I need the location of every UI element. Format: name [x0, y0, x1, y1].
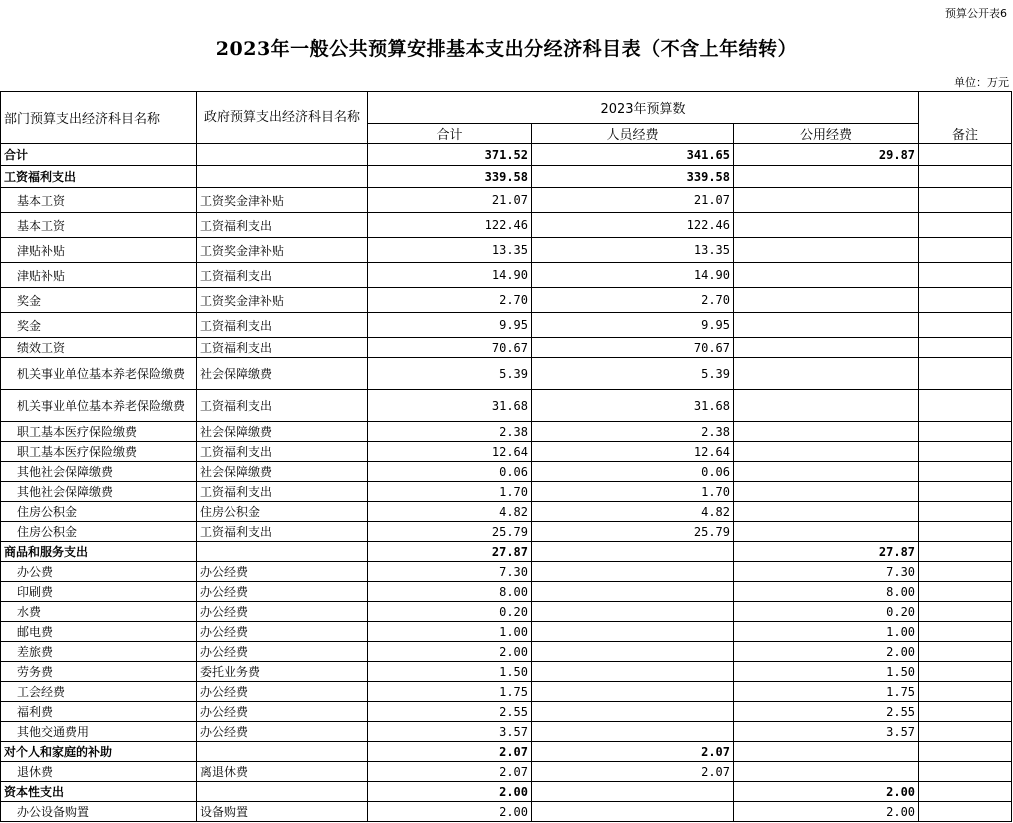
cell-personnel: 25.79 — [532, 522, 734, 542]
table-row — [1, 263, 1012, 288]
cell-total: 70.67 — [368, 338, 532, 358]
cell-public — [734, 742, 919, 762]
cell-gov-item: 工资福利支出 — [197, 442, 368, 462]
cell-personnel: 0.06 — [532, 462, 734, 482]
cell-total: 7.30 — [368, 562, 532, 582]
cell-public: 29.87 — [734, 144, 919, 166]
table-row — [1, 313, 1012, 338]
cell-total: 14.90 — [368, 263, 532, 288]
cell-personnel: 341.65 — [532, 144, 734, 166]
cell-remark — [919, 313, 1012, 338]
cell-dept-item: 水费 — [1, 602, 197, 622]
cell-dept-item: 劳务费 — [1, 662, 197, 682]
cell-total: 25.79 — [368, 522, 532, 542]
cell-gov-item: 工资福利支出 — [197, 263, 368, 288]
cell-personnel — [532, 642, 734, 662]
cell-dept-item: 职工基本医疗保险缴费 — [1, 422, 197, 442]
cell-gov-item — [197, 742, 368, 762]
cell-total: 2.00 — [368, 642, 532, 662]
cell-total: 12.64 — [368, 442, 532, 462]
cell-total: 371.52 — [368, 144, 532, 166]
cell-gov-item: 工资福利支出 — [197, 313, 368, 338]
cell-public — [734, 502, 919, 522]
cell-dept-item: 津贴补贴 — [1, 238, 197, 263]
cell-personnel: 21.07 — [532, 188, 734, 213]
cell-total: 5.39 — [368, 358, 532, 390]
table-row — [1, 338, 1012, 358]
table-row — [1, 762, 1012, 782]
cell-dept-item: 住房公积金 — [1, 502, 197, 522]
cell-personnel — [532, 722, 734, 742]
cell-public — [734, 358, 919, 390]
table-row — [1, 213, 1012, 238]
cell-personnel: 31.68 — [532, 390, 734, 422]
header-dept-item: 部门预算支出经济科目名称 — [1, 92, 197, 144]
cell-public — [734, 166, 919, 188]
table-row — [1, 722, 1012, 742]
cell-remark — [919, 263, 1012, 288]
table-row — [1, 288, 1012, 313]
cell-dept-item: 工会经费 — [1, 682, 197, 702]
cell-gov-item: 办公经费 — [197, 582, 368, 602]
cell-personnel — [532, 802, 734, 822]
cell-personnel — [532, 662, 734, 682]
table-row — [1, 502, 1012, 522]
table-row — [1, 482, 1012, 502]
table-row — [1, 702, 1012, 722]
cell-total: 13.35 — [368, 238, 532, 263]
cell-remark — [919, 422, 1012, 442]
cell-personnel: 2.07 — [532, 742, 734, 762]
cell-remark — [919, 502, 1012, 522]
cell-gov-item: 办公经费 — [197, 642, 368, 662]
cell-remark — [919, 338, 1012, 358]
cell-dept-item: 奖金 — [1, 288, 197, 313]
budget-table — [0, 91, 1012, 822]
cell-personnel: 9.95 — [532, 313, 734, 338]
cell-dept-item: 差旅费 — [1, 642, 197, 662]
cell-personnel — [532, 702, 734, 722]
cell-public — [734, 422, 919, 442]
cell-personnel: 339.58 — [532, 166, 734, 188]
cell-dept-item: 职工基本医疗保险缴费 — [1, 442, 197, 462]
cell-personnel: 2.07 — [532, 762, 734, 782]
table-row — [1, 582, 1012, 602]
cell-total: 2.07 — [368, 742, 532, 762]
cell-total: 8.00 — [368, 582, 532, 602]
cell-remark — [919, 542, 1012, 562]
cell-total: 2.00 — [368, 802, 532, 822]
cell-dept-item: 机关事业单位基本养老保险缴费 — [1, 358, 197, 390]
cell-public — [734, 442, 919, 462]
cell-public: 2.55 — [734, 702, 919, 722]
table-row — [1, 562, 1012, 582]
cell-dept-item: 机关事业单位基本养老保险缴费 — [1, 390, 197, 422]
cell-gov-item: 办公经费 — [197, 562, 368, 582]
cell-dept-item: 办公设备购置 — [1, 802, 197, 822]
cell-gov-item: 办公经费 — [197, 622, 368, 642]
category-row — [1, 782, 1012, 802]
table-row — [1, 682, 1012, 702]
cell-remark — [919, 188, 1012, 213]
table-row — [1, 642, 1012, 662]
cell-gov-item: 社会保障缴费 — [197, 462, 368, 482]
cell-public — [734, 390, 919, 422]
cell-total: 21.07 — [368, 188, 532, 213]
cell-personnel: 14.90 — [532, 263, 734, 288]
cell-remark — [919, 742, 1012, 762]
table-number-label: 预算公开表6 — [945, 7, 1007, 20]
cell-personnel: 1.70 — [532, 482, 734, 502]
cell-public — [734, 522, 919, 542]
table-row — [1, 188, 1012, 213]
table-row — [1, 390, 1012, 422]
cell-gov-item: 工资奖金津补贴 — [197, 188, 368, 213]
cell-gov-item: 工资福利支出 — [197, 482, 368, 502]
cell-total: 0.06 — [368, 462, 532, 482]
cell-public — [734, 462, 919, 482]
category-row — [1, 542, 1012, 562]
cell-public — [734, 288, 919, 313]
cell-personnel: 2.38 — [532, 422, 734, 442]
cell-personnel — [532, 782, 734, 802]
cell-remark — [919, 562, 1012, 582]
cell-remark — [919, 358, 1012, 390]
cell-personnel — [532, 562, 734, 582]
cell-public: 1.50 — [734, 662, 919, 682]
cell-public — [734, 482, 919, 502]
cell-gov-item: 办公经费 — [197, 602, 368, 622]
table-row — [1, 662, 1012, 682]
cell-total: 2.70 — [368, 288, 532, 313]
cell-dept-item: 商品和服务支出 — [1, 542, 197, 562]
cell-public: 1.75 — [734, 682, 919, 702]
cell-dept-item: 基本工资 — [1, 188, 197, 213]
cell-remark — [919, 782, 1012, 802]
cell-dept-item: 住房公积金 — [1, 522, 197, 542]
table-row — [1, 622, 1012, 642]
cell-dept-item: 绩效工资 — [1, 338, 197, 358]
cell-total: 339.58 — [368, 166, 532, 188]
cell-remark — [919, 288, 1012, 313]
cell-gov-item: 社会保障缴费 — [197, 358, 368, 390]
cell-remark — [919, 642, 1012, 662]
cell-total: 2.00 — [368, 782, 532, 802]
cell-public — [734, 213, 919, 238]
cell-personnel: 70.67 — [532, 338, 734, 358]
cell-dept-item: 对个人和家庭的补助 — [1, 742, 197, 762]
cell-dept-item: 工资福利支出 — [1, 166, 197, 188]
cell-public: 7.30 — [734, 562, 919, 582]
table-row — [1, 238, 1012, 263]
cell-public — [734, 188, 919, 213]
cell-dept-item: 邮电费 — [1, 622, 197, 642]
cell-gov-item — [197, 144, 368, 166]
cell-personnel — [532, 682, 734, 702]
cell-personnel: 5.39 — [532, 358, 734, 390]
cell-dept-item: 其他社会保障缴费 — [1, 462, 197, 482]
cell-total: 31.68 — [368, 390, 532, 422]
cell-gov-item: 工资福利支出 — [197, 338, 368, 358]
cell-dept-item: 退休费 — [1, 762, 197, 782]
cell-dept-item: 其他社会保障缴费 — [1, 482, 197, 502]
cell-public — [734, 263, 919, 288]
cell-dept-item: 奖金 — [1, 313, 197, 338]
category-row — [1, 144, 1012, 166]
cell-gov-item: 办公经费 — [197, 682, 368, 702]
cell-total: 122.46 — [368, 213, 532, 238]
table-row — [1, 358, 1012, 390]
table-row — [1, 462, 1012, 482]
header-gov-item: 政府预算支出经济科目名称 — [197, 92, 368, 144]
cell-gov-item: 工资福利支出 — [197, 522, 368, 542]
table-body — [1, 144, 1012, 822]
category-row — [1, 166, 1012, 188]
cell-remark — [919, 482, 1012, 502]
cell-personnel: 122.46 — [532, 213, 734, 238]
cell-personnel — [532, 622, 734, 642]
unit-label: 单位：万元 — [954, 76, 1009, 89]
cell-remark — [919, 144, 1012, 166]
cell-personnel — [532, 542, 734, 562]
table-row — [1, 442, 1012, 462]
header-personnel: 人员经费 — [532, 124, 734, 144]
cell-public — [734, 313, 919, 338]
table-row — [1, 802, 1012, 822]
cell-personnel: 13.35 — [532, 238, 734, 263]
cell-gov-item: 办公经费 — [197, 722, 368, 742]
cell-total: 2.07 — [368, 762, 532, 782]
cell-remark — [919, 442, 1012, 462]
cell-public: 2.00 — [734, 802, 919, 822]
cell-gov-item: 委托业务费 — [197, 662, 368, 682]
cell-personnel: 2.70 — [532, 288, 734, 313]
cell-total: 1.75 — [368, 682, 532, 702]
cell-public: 27.87 — [734, 542, 919, 562]
cell-public — [734, 238, 919, 263]
cell-total: 27.87 — [368, 542, 532, 562]
category-row — [1, 742, 1012, 762]
header-total: 合计 — [368, 124, 532, 144]
cell-dept-item: 印刷费 — [1, 582, 197, 602]
cell-total: 4.82 — [368, 502, 532, 522]
cell-personnel — [532, 602, 734, 622]
cell-public: 0.20 — [734, 602, 919, 622]
cell-dept-item: 办公费 — [1, 562, 197, 582]
cell-gov-item: 工资福利支出 — [197, 213, 368, 238]
cell-remark — [919, 390, 1012, 422]
cell-public — [734, 338, 919, 358]
cell-public — [734, 762, 919, 782]
cell-total: 1.50 — [368, 662, 532, 682]
cell-remark — [919, 238, 1012, 263]
page-title: 2023年一般公共预算安排基本支出分经济科目表（不含上年结转） — [215, 38, 798, 60]
cell-gov-item: 工资奖金津补贴 — [197, 238, 368, 263]
cell-remark — [919, 602, 1012, 622]
cell-dept-item: 福利费 — [1, 702, 197, 722]
cell-total: 9.95 — [368, 313, 532, 338]
cell-dept-item: 资本性支出 — [1, 782, 197, 802]
header-public: 公用经费 — [734, 124, 919, 144]
cell-remark — [919, 682, 1012, 702]
cell-gov-item: 离退休费 — [197, 762, 368, 782]
cell-gov-item: 工资奖金津补贴 — [197, 288, 368, 313]
table-row — [1, 602, 1012, 622]
cell-remark — [919, 722, 1012, 742]
cell-remark — [919, 802, 1012, 822]
cell-personnel — [532, 582, 734, 602]
cell-dept-item: 津贴补贴 — [1, 263, 197, 288]
cell-gov-item: 社会保障缴费 — [197, 422, 368, 442]
cell-gov-item — [197, 166, 368, 188]
cell-remark — [919, 662, 1012, 682]
cell-public: 3.57 — [734, 722, 919, 742]
cell-personnel: 12.64 — [532, 442, 734, 462]
cell-remark — [919, 166, 1012, 188]
cell-remark — [919, 582, 1012, 602]
cell-personnel: 4.82 — [532, 502, 734, 522]
cell-total: 2.55 — [368, 702, 532, 722]
cell-remark — [919, 522, 1012, 542]
header-remark: 备注 — [919, 124, 1012, 144]
cell-total: 3.57 — [368, 722, 532, 742]
cell-gov-item — [197, 542, 368, 562]
cell-remark — [919, 462, 1012, 482]
header-budget-group: 2023年预算数 — [368, 92, 919, 124]
cell-public: 8.00 — [734, 582, 919, 602]
cell-remark — [919, 213, 1012, 238]
cell-remark — [919, 622, 1012, 642]
cell-total: 1.00 — [368, 622, 532, 642]
cell-public: 2.00 — [734, 642, 919, 662]
cell-total: 1.70 — [368, 482, 532, 502]
cell-public: 1.00 — [734, 622, 919, 642]
cell-dept-item: 合计 — [1, 144, 197, 166]
cell-gov-item: 住房公积金 — [197, 502, 368, 522]
cell-remark — [919, 702, 1012, 722]
cell-gov-item: 办公经费 — [197, 702, 368, 722]
cell-remark — [919, 762, 1012, 782]
cell-dept-item: 其他交通费用 — [1, 722, 197, 742]
cell-gov-item: 工资福利支出 — [197, 390, 368, 422]
header-remark-top — [919, 92, 1012, 124]
cell-gov-item — [197, 782, 368, 802]
cell-total: 2.38 — [368, 422, 532, 442]
cell-dept-item: 基本工资 — [1, 213, 197, 238]
cell-total: 0.20 — [368, 602, 532, 622]
cell-gov-item: 设备购置 — [197, 802, 368, 822]
table-row — [1, 422, 1012, 442]
cell-public: 2.00 — [734, 782, 919, 802]
table-row — [1, 522, 1012, 542]
